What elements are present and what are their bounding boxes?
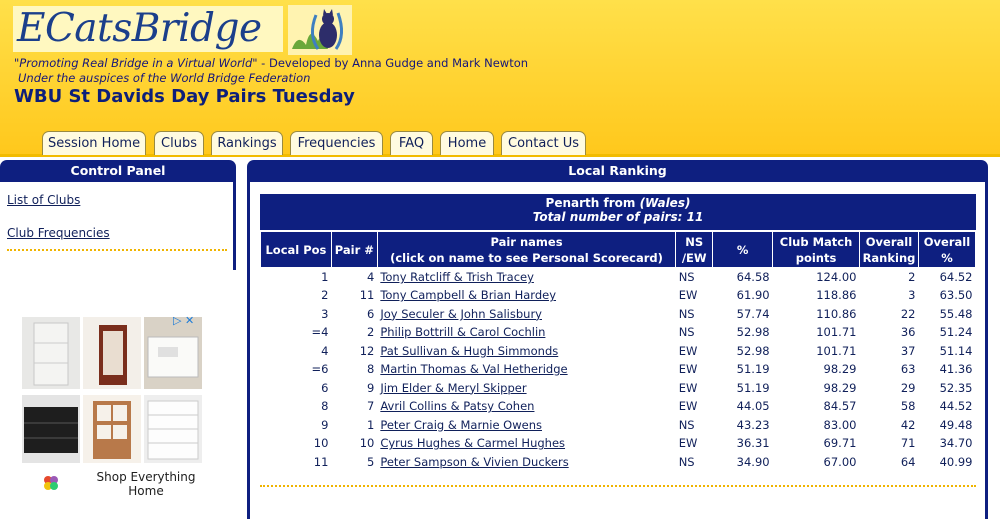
header-club-match-points: Club Match points [773,232,860,268]
cell-percent: 52.98 [736,325,770,340]
cell-pair-names[interactable] [377,416,675,435]
cell-direction: NS [678,417,695,432]
tagline-rest: - Developed by Anna Gudge and Mark Newton [257,56,529,70]
ranking-border-left [247,182,250,519]
table-row [261,323,976,342]
site-logo[interactable] [13,6,283,52]
cell-overall-ranking: 58 [900,399,916,414]
pair-name-link[interactable]: Philip Bottrill & Carol Cochlin [380,325,546,340]
cell-club-match-points: 98.29 [823,362,857,377]
cell-club-match-points: 124.00 [816,270,857,284]
cell-percent: 57.74 [736,306,770,321]
cell-overall-percent: 52.35 [939,380,973,395]
header-pair-names-sub: (click on name to see Personal Scorecard) [390,250,663,265]
cell-direction: NS [678,306,695,321]
ad-text[interactable]: Shop Everything Home [96,470,196,498]
cell-overall-ranking: 64 [900,454,916,469]
cell-overall-ranking: 29 [900,380,916,395]
cell-pair-names[interactable] [377,434,675,453]
cell-direction: EW [678,399,698,414]
header-pair-names [377,232,675,268]
cell-direction: NS [678,270,695,284]
cell-pair-number: 7 [367,399,375,414]
cell-overall-percent: 64.52 [939,270,973,284]
cell-percent: 36.31 [736,436,770,451]
cell-overall-ranking: 71 [900,436,916,451]
ad-image-glass-cabinet[interactable] [22,317,80,389]
header-percent: % [713,232,773,268]
table-row [261,397,976,416]
cell-direction: NS [678,454,695,469]
cell-pair-number: 11 [359,288,375,303]
cell-local-pos: 2 [321,288,329,303]
local-ranking-title: Local Ranking [247,160,988,182]
control-panel-title: Control Panel [0,160,236,182]
total-pairs: Total number of pairs: 11 [532,210,704,224]
cell-local-pos: 3 [321,306,329,321]
tab-frequencies[interactable]: Frequencies [290,131,383,155]
tab-rankings[interactable]: Rankings [211,131,283,155]
table-row [261,379,976,398]
header-direction: NS /EW [676,232,713,268]
cell-local-pos: 6 [321,380,329,395]
cell-club-match-points: 101.71 [816,343,857,358]
cell-pair-names[interactable] [377,286,675,305]
cell-overall-ranking: 22 [900,306,916,321]
cell-percent: 51.19 [736,380,770,395]
cell-local-pos: 9 [321,417,329,432]
cell-local-pos: =6 [311,362,329,377]
cell-club-match-points: 67.00 [823,454,857,469]
cell-overall-percent: 55.48 [939,306,973,321]
cell-pair-number: 1 [367,417,375,432]
pair-name-link[interactable]: Avril Collins & Patsy Cohen [380,399,535,414]
list-of-clubs-link[interactable]: List of Clubs [7,193,81,207]
club-region: (Wales) [639,196,691,210]
cell-percent: 52.98 [736,343,770,358]
cell-percent: 51.19 [736,362,770,377]
cell-direction: EW [678,362,698,377]
cell-local-pos: 1 [321,270,329,284]
cell-percent: 64.58 [736,270,770,284]
cell-club-match-points: 84.57 [823,399,857,414]
cell-local-pos: 8 [321,399,329,414]
cell-club-match-points: 98.29 [823,380,857,395]
pair-name-link[interactable]: Tony Campbell & Brian Hardey [380,288,557,303]
header-overall-ranking: Overall Ranking [859,232,918,268]
cell-pair-names[interactable] [377,360,675,379]
header-overall-percent: Overall % [918,232,975,268]
cell-overall-ranking: 3 [908,288,916,303]
tab-clubs[interactable]: Clubs [154,131,204,155]
tagline-quote: "Promoting Real Bridge in a Virtual World" [14,56,258,70]
cell-direction: EW [678,343,698,358]
pair-name-link[interactable]: Pat Sullivan & Hugh Simmonds [380,343,559,358]
cell-overall-percent: 51.14 [939,343,973,358]
cell-direction: EW [678,436,698,451]
cell-club-match-points: 110.86 [816,306,857,321]
table-row [261,305,976,324]
close-icon[interactable]: ✕ [184,314,195,327]
pair-name-link[interactable]: Jim Elder & Meryl Skipper [380,380,527,395]
table-row [261,342,976,361]
cell-pair-names[interactable] [377,342,675,361]
club-header [260,194,976,230]
cell-pair-number: 12 [359,343,375,358]
ranking-table [260,231,976,471]
cell-club-match-points: 69.71 [823,436,857,451]
cell-overall-percent: 41.36 [939,362,973,377]
cell-overall-ranking: 2 [908,270,916,284]
club-frequencies-link[interactable]: Club Frequencies [7,226,110,240]
table-row [261,453,976,472]
pair-name-link[interactable]: Tony Ratcliff & Trish Tracey [380,270,534,284]
pair-name-link[interactable]: Cyrus Hughes & Carmel Hughes [380,436,566,451]
cell-club-match-points: 118.86 [816,288,857,303]
cell-overall-percent: 34.70 [939,436,973,451]
tab-home[interactable]: Home [440,131,494,155]
cell-direction: EW [678,288,698,303]
cell-overall-percent: 51.24 [939,325,973,340]
cat-logo-icon [288,5,352,55]
tab-session-home[interactable]: Session Home [42,131,146,155]
ad-image-white-shelves[interactable] [144,395,202,463]
table-row [261,286,976,305]
divider [7,249,227,251]
cell-local-pos: 11 [313,454,329,469]
cell-percent: 44.05 [736,399,770,414]
cell-pair-names[interactable] [377,268,675,287]
cell-pair-names[interactable] [377,397,675,416]
cell-club-match-points: 101.71 [816,325,857,340]
cell-pair-number: 5 [367,454,375,469]
cell-pair-number: 6 [367,306,375,321]
club-name: Penarth from [545,196,636,210]
cell-pair-names[interactable] [377,453,675,472]
tagline [14,56,528,70]
cell-pair-number: 9 [367,380,375,395]
ad-image-wood-cabinet[interactable] [83,317,141,389]
cell-local-pos: 4 [321,343,329,358]
cell-pair-names[interactable] [377,379,675,398]
cell-pair-number: 2 [367,325,375,340]
cell-overall-percent: 49.48 [939,417,973,432]
auspices-text: Under the auspices of the World Bridge Federation [18,71,311,85]
cell-direction: NS [678,325,695,340]
pair-name-link[interactable]: Peter Sampson & Vivien Duckers [380,454,569,469]
cell-overall-ranking: 63 [900,362,916,377]
cell-club-match-points: 83.00 [823,417,857,432]
header-pair-names-label: Pair names [490,234,563,249]
pair-name-link[interactable]: Martin Thomas & Val Hetheridge [380,362,568,377]
cell-local-pos: =4 [311,325,329,340]
ranking-border-right [985,182,988,519]
ad-brand-logo-icon [43,475,59,491]
cell-overall-percent: 44.52 [939,399,973,414]
cell-overall-ranking: 36 [900,325,916,340]
pair-name-link[interactable]: Joy Seculer & John Salisbury [380,306,542,321]
cell-local-pos: 10 [313,436,329,451]
header-pair-number: Pair # [331,232,377,268]
cell-overall-percent: 40.99 [939,454,973,469]
ad-controls [173,314,194,327]
cell-pair-names[interactable] [377,323,675,342]
logo-text: ECatsBridge [17,6,262,51]
adchoices-icon[interactable]: ▷ [173,314,182,327]
table-row [261,268,976,287]
table-divider [260,485,976,487]
cell-pair-number: 8 [367,362,375,377]
table-row [261,416,976,435]
cell-percent: 34.90 [736,454,770,469]
cell-overall-ranking: 42 [900,417,916,432]
pair-name-link[interactable]: Peter Craig & Marnie Owens [380,417,542,432]
ad-image-black-case[interactable] [22,395,80,463]
cell-overall-ranking: 37 [900,343,916,358]
ad-image-bookcase[interactable] [83,395,141,463]
cell-direction: EW [678,380,698,395]
cell-pair-names[interactable] [377,305,675,324]
cell-percent: 61.90 [736,288,770,303]
tab-faq[interactable]: FAQ [390,131,433,155]
control-panel-border [233,182,236,270]
table-row [261,360,976,379]
cell-overall-percent: 63.50 [939,288,973,303]
header-local-pos: Local Pos [261,232,332,268]
tab-contact-us[interactable]: Contact Us [501,131,586,155]
cell-pair-number: 4 [367,270,375,284]
event-title: WBU St Davids Day Pairs Tuesday [14,86,355,107]
ad-image-display-shelf[interactable] [144,317,202,389]
site-header [0,0,1000,157]
table-row [261,434,976,453]
cell-percent: 43.23 [736,417,770,432]
cell-pair-number: 10 [359,436,375,451]
